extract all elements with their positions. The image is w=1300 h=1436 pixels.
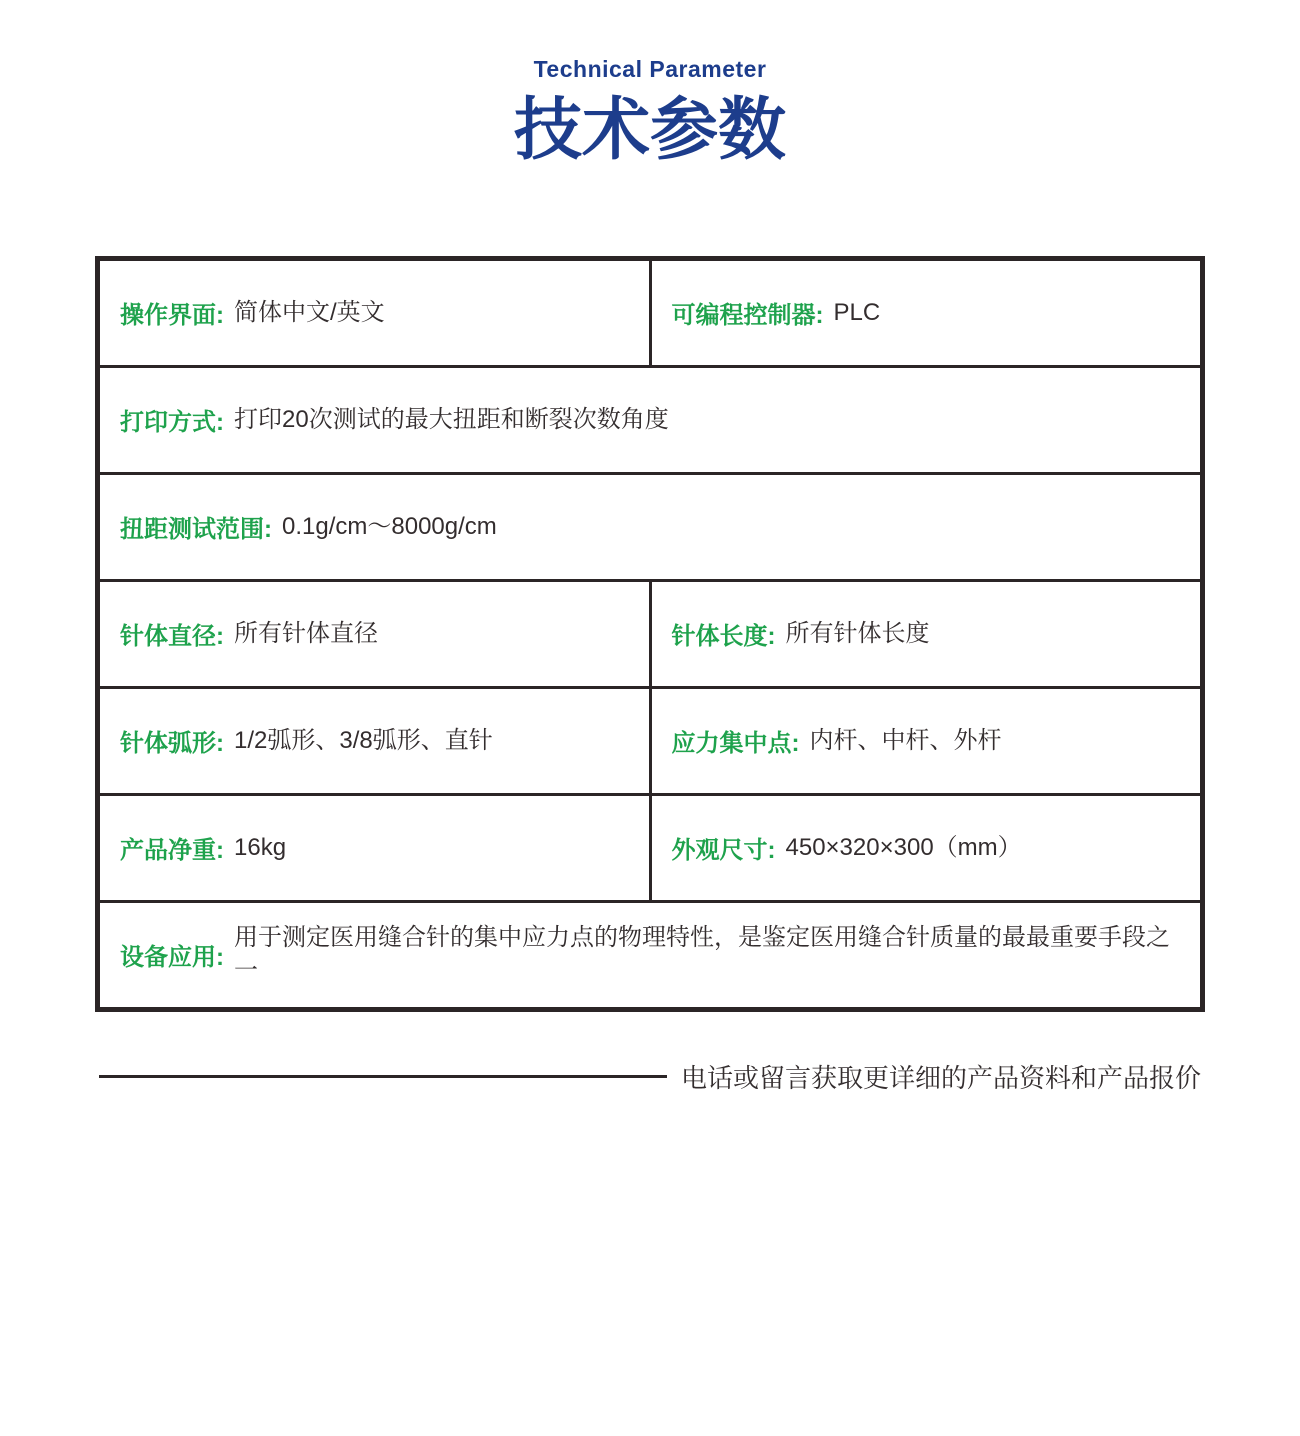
footer-divider-line bbox=[99, 1075, 667, 1078]
spec-value: 450×320×300（mm） bbox=[785, 833, 1022, 861]
spec-label: 设备应用: bbox=[120, 944, 224, 972]
spec-label: 产品净重: bbox=[120, 837, 224, 865]
page-header bbox=[0, 0, 1300, 168]
header-subtitle: Technical Parameter bbox=[533, 56, 767, 82]
table-row bbox=[100, 900, 1200, 1007]
spec-label: 针体弧形: bbox=[120, 730, 224, 758]
spec-cell-net-weight bbox=[100, 796, 649, 900]
spec-label: 针体长度: bbox=[671, 623, 776, 651]
spec-cell-operation-interface bbox=[100, 261, 649, 365]
spec-value: 1/2弧形、3/8弧形、直针 bbox=[234, 726, 493, 754]
table-row bbox=[100, 793, 1200, 900]
table-row bbox=[100, 365, 1200, 472]
spec-cell-plc-controller bbox=[649, 261, 1201, 365]
spec-value: 0.1g/cm～8000g/cm bbox=[282, 512, 497, 540]
spec-value: 所有针体直径 bbox=[234, 619, 378, 647]
spec-label: 外观尺寸: bbox=[671, 837, 776, 865]
spec-cell-application bbox=[100, 903, 1200, 1007]
spec-cell-needle-length bbox=[649, 582, 1201, 686]
footer bbox=[99, 1058, 1201, 1095]
spec-value: PLC bbox=[833, 298, 881, 326]
spec-cell-torque-range bbox=[100, 475, 1200, 579]
spec-label: 可编程控制器: bbox=[671, 302, 824, 330]
spec-value: 用于测定医用缝合针的集中应力点的物理特性，是鉴定医用缝合针质量的最最重要手段之一 bbox=[234, 924, 1170, 984]
spec-value: 16kg bbox=[234, 833, 287, 861]
spec-label: 操作界面: bbox=[120, 302, 224, 330]
spec-cell-needle-curve bbox=[100, 689, 649, 793]
spec-value: 简体中文/英文 bbox=[234, 298, 385, 326]
spec-cell-stress-point bbox=[649, 689, 1201, 793]
table-row bbox=[100, 686, 1200, 793]
spec-label: 扭距测试范围: bbox=[120, 516, 272, 544]
spec-table bbox=[95, 256, 1205, 1012]
spec-cell-needle-diameter bbox=[100, 582, 649, 686]
table-row bbox=[100, 579, 1200, 686]
spec-cell-print-mode bbox=[100, 368, 1200, 472]
spec-label: 应力集中点: bbox=[671, 730, 800, 758]
table-row bbox=[100, 261, 1200, 365]
spec-cell-dimensions bbox=[649, 796, 1201, 900]
spec-label: 针体直径: bbox=[120, 623, 224, 651]
footer-note: 电话或留言获取更详细的产品资料和产品报价 bbox=[680, 1062, 1201, 1093]
spec-value: 所有针体长度 bbox=[785, 619, 930, 647]
page-title: 技术参数 bbox=[513, 91, 786, 168]
spec-value: 打印20次测试的最大扭距和断裂次数角度 bbox=[234, 405, 669, 433]
spec-label: 打印方式: bbox=[120, 409, 224, 437]
spec-value: 内杆、中杆、外杆 bbox=[809, 726, 1002, 754]
table-row bbox=[100, 472, 1200, 579]
